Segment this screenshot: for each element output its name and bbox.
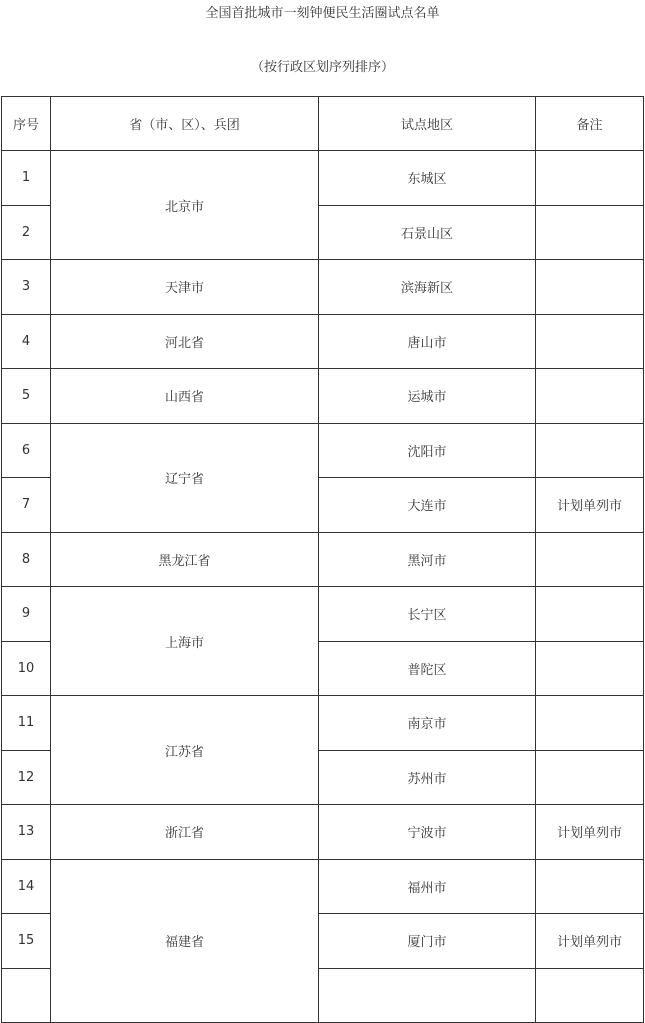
remarks-cell	[536, 859, 644, 914]
table-row	[2, 423, 644, 478]
remarks-cell	[536, 750, 644, 805]
pilot-area-cell: 大连市	[319, 478, 536, 533]
row-number: 1	[2, 151, 51, 206]
row-number: 6	[2, 423, 51, 478]
header-remarks: 备注	[536, 97, 644, 151]
remarks-cell	[536, 587, 644, 642]
header-serial-number: 序号	[2, 97, 51, 151]
remarks-cell	[536, 205, 644, 260]
province-cell: 福建省	[51, 859, 319, 1023]
remarks-cell: 计划单列市	[536, 478, 644, 533]
row-number: 7	[2, 478, 51, 533]
remarks-cell: 计划单列市	[536, 805, 644, 860]
pilot-area-cell: 运城市	[319, 369, 536, 424]
row-number: 9	[2, 587, 51, 642]
table-row	[2, 260, 644, 315]
province-cell: 河北省	[51, 314, 319, 369]
row-number: 4	[2, 314, 51, 369]
pilot-list-table	[1, 96, 644, 1023]
province-cell: 江苏省	[51, 696, 319, 805]
pilot-area-cell: 宁波市	[319, 805, 536, 860]
remarks-cell	[536, 968, 644, 1023]
pilot-area-cell: 长宁区	[319, 587, 536, 642]
pilot-area-cell: 厦门市	[319, 914, 536, 969]
row-number: 10	[2, 641, 51, 696]
remarks-cell	[536, 696, 644, 751]
province-cell: 上海市	[51, 587, 319, 696]
row-number: 3	[2, 260, 51, 315]
table-row	[2, 314, 644, 369]
row-number: 2	[2, 205, 51, 260]
pilot-area-cell: 石景山区	[319, 205, 536, 260]
row-number: 14	[2, 859, 51, 914]
table-row	[2, 151, 644, 206]
row-number: 8	[2, 532, 51, 587]
table-row	[2, 859, 644, 914]
row-number: 11	[2, 696, 51, 751]
table-row	[2, 369, 644, 424]
header-province: 省（市、区）、兵团	[51, 97, 319, 151]
row-number: 13	[2, 805, 51, 860]
row-number: 5	[2, 369, 51, 424]
table-row	[2, 532, 644, 587]
pilot-area-cell: 苏州市	[319, 750, 536, 805]
table-row	[2, 805, 644, 860]
table-row	[2, 587, 644, 642]
row-number	[2, 968, 51, 1023]
pilot-area-cell: 南京市	[319, 696, 536, 751]
province-cell: 浙江省	[51, 805, 319, 860]
row-number: 12	[2, 750, 51, 805]
pilot-area-cell: 普陀区	[319, 641, 536, 696]
remarks-cell	[536, 369, 644, 424]
table-row	[2, 696, 644, 751]
province-cell: 天津市	[51, 260, 319, 315]
pilot-area-cell: 唐山市	[319, 314, 536, 369]
province-cell: 山西省	[51, 369, 319, 424]
province-cell: 北京市	[51, 151, 319, 260]
pilot-area-cell: 福州市	[319, 859, 536, 914]
remarks-cell	[536, 641, 644, 696]
row-number: 15	[2, 914, 51, 969]
remarks-cell	[536, 314, 644, 369]
table-header-row	[2, 97, 644, 151]
remarks-cell	[536, 532, 644, 587]
pilot-area-cell: 沈阳市	[319, 423, 536, 478]
remarks-cell	[536, 423, 644, 478]
header-pilot-area: 试点地区	[319, 97, 536, 151]
pilot-area-cell: 滨海新区	[319, 260, 536, 315]
pilot-area-cell: 东城区	[319, 151, 536, 206]
remarks-cell: 计划单列市	[536, 914, 644, 969]
remarks-cell	[536, 260, 644, 315]
page-title: 全国首批城市一刻钟便民生活圈试点名单	[205, 6, 440, 21]
remarks-cell	[536, 151, 644, 206]
province-cell: 黑龙江省	[51, 532, 319, 587]
pilot-area-cell: 黑河市	[319, 532, 536, 587]
pilot-area-cell	[319, 968, 536, 1023]
province-cell: 辽宁省	[51, 423, 319, 532]
page-subtitle: （按行政区划序列排序）	[250, 60, 394, 75]
